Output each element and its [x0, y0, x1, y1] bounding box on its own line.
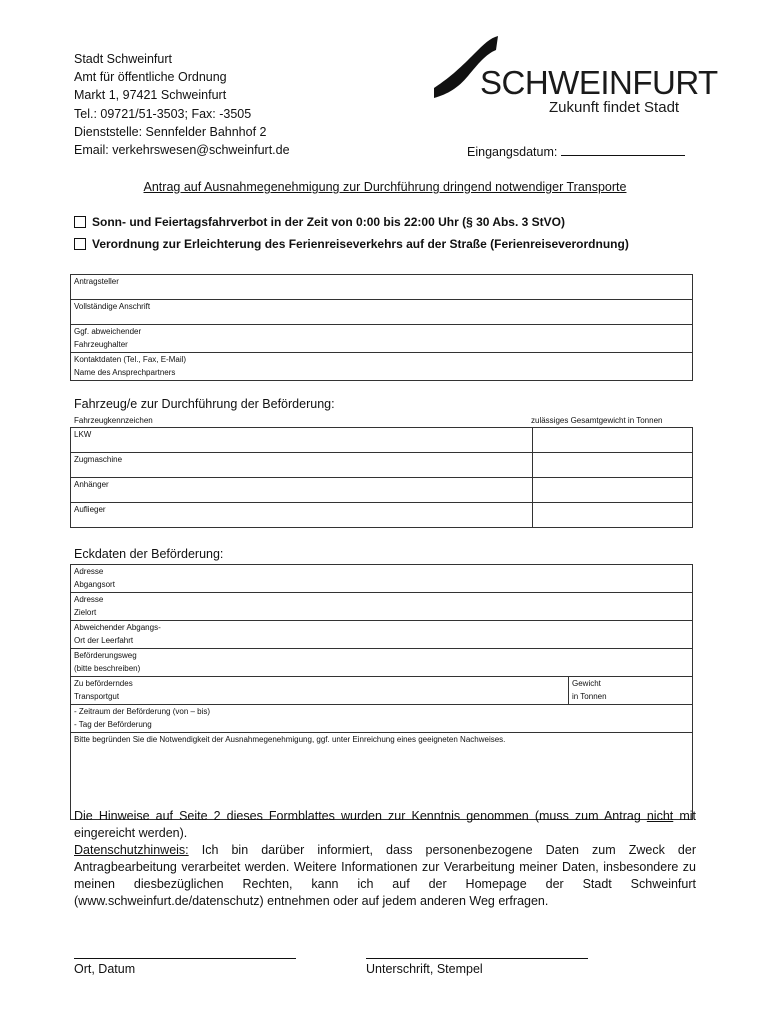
- checkbox-ferienreiseverordnung[interactable]: [74, 238, 86, 250]
- eingangsdatum-field[interactable]: [561, 143, 685, 156]
- field-label: Kontaktdaten (Tel., Fax, E-Mail): [74, 355, 187, 364]
- table-row: [71, 353, 693, 381]
- field-label: LKW: [74, 430, 92, 439]
- field-label: Auflieger: [74, 505, 106, 514]
- field-label: Beförderungsweg: [74, 651, 137, 660]
- field-label: Abweichender Abgangs-: [74, 623, 161, 632]
- table-row: [71, 593, 693, 621]
- table-row: [71, 677, 693, 705]
- field-label: Zu beförderndes: [74, 679, 133, 688]
- vehicles-col-left: Fahrzeugkennzeichen: [74, 416, 153, 425]
- field-auflieger[interactable]: [71, 503, 533, 528]
- address-line: Email: verkehrswesen@schweinfurt.de: [74, 143, 290, 158]
- table-row: [71, 621, 693, 649]
- field-zugmaschine[interactable]: [71, 453, 533, 478]
- hinweise-text: mit eingereicht werden).: [74, 809, 697, 840]
- signature-line-ort[interactable]: [74, 958, 296, 959]
- signature-label-ort: Ort, Datum: [74, 962, 136, 976]
- field-label: in Tonnen: [572, 691, 607, 701]
- field-fahrzeughalter[interactable]: [71, 325, 693, 353]
- table-row: [71, 428, 693, 453]
- field-label: Fahrzeughalter: [74, 339, 128, 349]
- field-zielort[interactable]: [71, 593, 693, 621]
- field-kontaktdaten[interactable]: [71, 353, 693, 381]
- datenschutz-label: Datenschutzhinweis:: [74, 843, 189, 857]
- field-begruendung[interactable]: [71, 733, 693, 820]
- field-label: Adresse: [74, 595, 104, 604]
- field-anschrift[interactable]: [71, 300, 693, 325]
- field-auflieger-gewicht[interactable]: [533, 503, 693, 528]
- table-row: [71, 275, 693, 300]
- table-row: [71, 478, 693, 503]
- hinweise-paragraph: [74, 808, 696, 842]
- field-anhaenger-gewicht[interactable]: [533, 478, 693, 503]
- eingangsdatum: [467, 143, 685, 159]
- address-line: Markt 1, 97421 Schweinfurt: [74, 88, 227, 103]
- field-label: Zugmaschine: [74, 455, 123, 464]
- hinweise-text: Die Hinweise auf Seite 2 dieses Formblattes wurden zur Kenntnis genommen (muss zum Antrag: [74, 809, 647, 823]
- table-row: [71, 705, 693, 733]
- datenschutz-paragraph: [74, 842, 696, 910]
- table-row: [71, 325, 693, 353]
- schweinfurt-logo: [432, 36, 718, 126]
- applicant-table: [70, 274, 693, 381]
- field-antragsteller[interactable]: [71, 275, 693, 300]
- address-line: Amt für öffentliche Ordnung: [74, 70, 227, 85]
- field-label: Zielort: [74, 607, 97, 617]
- checkbox-row-sonntag: [74, 215, 565, 229]
- field-abgangsort[interactable]: [71, 565, 693, 593]
- field-label: Vollständige Anschrift: [74, 302, 151, 311]
- field-transportgut[interactable]: [71, 677, 569, 705]
- address-line: Tel.: 09721/51-3503; Fax: -3505: [74, 106, 252, 121]
- table-row: [71, 649, 693, 677]
- field-label: Adresse: [74, 567, 104, 576]
- hinweise-emphasis: nicht: [646, 809, 674, 823]
- datenschutz-text: Ich bin darüber informiert, dass personenbezogene Daten zum Zweck der Antragbearbeitung verarbeitet werden. Weitere Informationen zur Verarbeitung meiner Daten, insbesondere zu meinen diesbezüglichen Rechten, kann ich auf der Homepage der Stadt Schweinfurt (www.schweinfurt.de/datenschutz) entnehmen oder auf jedem anderen Weg erfragen.: [74, 843, 696, 908]
- logo-wordmark: SCHWEINFURT: [480, 64, 718, 101]
- field-label: Transportgut: [74, 691, 120, 701]
- field-gewicht[interactable]: [569, 677, 693, 705]
- table-row: [71, 453, 693, 478]
- field-befoerderungsweg[interactable]: [71, 649, 693, 677]
- field-label: - Tag der Beförderung: [74, 719, 152, 729]
- table-row: [71, 300, 693, 325]
- checkbox-label: Sonn- und Feiertagsfahrverbot in der Zeit von 0:00 bis 22:00 Uhr (§ 30 Abs. 3 StVO): [92, 215, 565, 229]
- signature-line-unterschrift[interactable]: [366, 958, 588, 959]
- vehicles-heading: Fahrzeug/e zur Durchführung der Beförderung:: [74, 397, 335, 411]
- field-lkw-gewicht[interactable]: [533, 428, 693, 453]
- vehicles-table: [70, 427, 693, 528]
- field-zugmaschine-gewicht[interactable]: [533, 453, 693, 478]
- address-line: Stadt Schweinfurt: [74, 52, 172, 66]
- field-leerfahrt[interactable]: [71, 621, 693, 649]
- logo-tagline: Zukunft findet Stadt: [549, 99, 680, 116]
- signature-label-unterschrift: Unterschrift, Stempel: [366, 962, 483, 976]
- form-title: Antrag auf Ausnahmegenehmigung zur Durchführung dringend notwendiger Transporte: [143, 180, 627, 194]
- field-zeitraum[interactable]: [71, 705, 693, 733]
- field-label: Anhänger: [74, 480, 109, 489]
- table-row: [71, 503, 693, 528]
- field-label: Ggf. abweichender: [74, 327, 142, 336]
- checkbox-sonntagsfahrverbot[interactable]: [74, 216, 86, 228]
- checkbox-row-ferienreise: [74, 237, 629, 251]
- field-label: Name des Ansprechpartners: [74, 367, 176, 377]
- field-label: Bitte begründen Sie die Notwendigkeit der Ausnahmegenehmigung, ggf. unter Einreichung eines geeigneten Nachweises.: [74, 735, 506, 744]
- field-label: (bitte beschreiben): [74, 663, 141, 673]
- vehicles-col-right: zulässiges Gesamtgewicht in Tonnen: [531, 416, 663, 425]
- address-line: Dienststelle: Sennfelder Bahnhof 2: [74, 124, 267, 139]
- field-label: Abgangsort: [74, 579, 115, 589]
- sender-address: [74, 50, 290, 159]
- eingangsdatum-label: Eingangsdatum:: [467, 145, 558, 159]
- checkbox-label: Verordnung zur Erleichterung des Ferienreiseverkehrs auf der Straße (Ferienreiseverordnung): [92, 237, 629, 251]
- table-row: [71, 733, 693, 820]
- field-label: Ort der Leerfahrt: [74, 635, 134, 645]
- field-label: - Zeitraum der Beförderung (von – bis): [74, 707, 211, 716]
- field-label: Antragsteller: [74, 277, 119, 286]
- eckdaten-table: [70, 564, 693, 820]
- field-anhaenger[interactable]: [71, 478, 533, 503]
- table-row: [71, 565, 693, 593]
- field-label: Gewicht: [572, 679, 601, 688]
- eckdaten-heading: Eckdaten der Beförderung:: [74, 547, 224, 561]
- field-lkw[interactable]: [71, 428, 533, 453]
